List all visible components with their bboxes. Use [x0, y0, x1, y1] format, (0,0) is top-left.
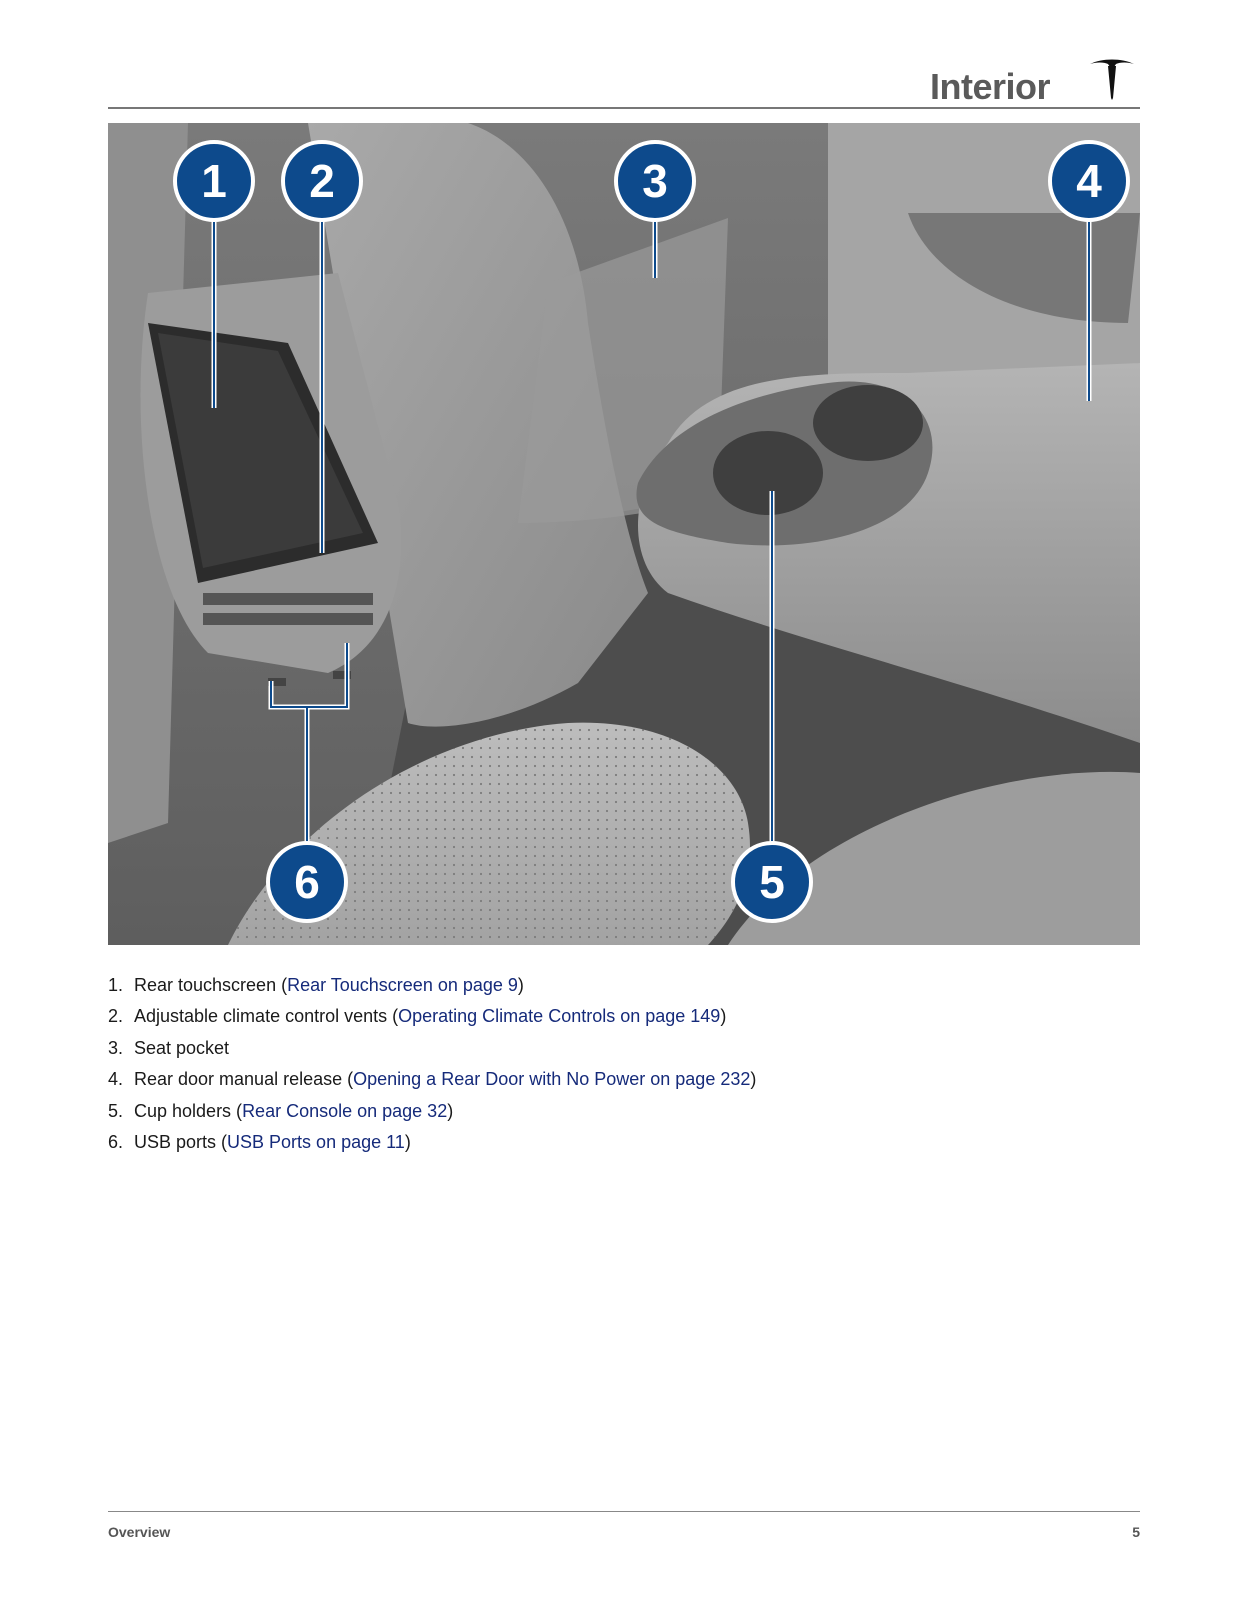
callout-4-label: 4	[1076, 155, 1102, 207]
list-item	[108, 1064, 756, 1095]
item-after: )	[750, 1069, 757, 1090]
list-item	[108, 970, 756, 1001]
header-rule	[108, 107, 1140, 109]
item-link-rear-console[interactable]: Rear Console on page 32	[242, 1100, 448, 1121]
list-item	[108, 1033, 756, 1064]
item-number: 3.	[108, 1037, 124, 1058]
callout-6	[268, 843, 346, 921]
callout-3-label: 3	[642, 155, 668, 207]
page-number: 5	[1132, 1524, 1140, 1540]
item-text: Cup holders (	[134, 1100, 243, 1121]
item-number: 5.	[108, 1100, 124, 1121]
callout-5-label: 5	[759, 856, 785, 908]
page-title: Interior	[929, 66, 1050, 107]
list-item	[108, 1127, 756, 1158]
item-after: )	[447, 1100, 454, 1121]
footer-rule	[108, 1511, 1140, 1512]
tesla-logo	[1088, 56, 1136, 104]
item-text: Rear door manual release (	[134, 1069, 354, 1090]
list-item	[108, 1001, 756, 1032]
callout-2-label: 2	[309, 155, 335, 207]
callout-6-label: 6	[294, 856, 320, 908]
item-link-rear-touchscreen[interactable]: Rear Touchscreen on page 9	[287, 975, 518, 995]
footer-section: Overview	[108, 1524, 171, 1540]
callout-4	[1050, 142, 1128, 220]
legend-list	[108, 970, 756, 1158]
item-after: )	[404, 1132, 411, 1153]
list-item	[108, 1096, 756, 1127]
item-number: 6.	[108, 1132, 124, 1153]
item-after: )	[517, 975, 524, 995]
item-number: 2.	[108, 1006, 124, 1027]
item-text: Rear touchscreen (	[134, 975, 288, 995]
callout-2	[283, 142, 361, 220]
item-text: Seat pocket	[134, 1037, 230, 1058]
item-link-rear-door[interactable]: Opening a Rear Door with No Power on page 232	[353, 1069, 751, 1090]
item-after: )	[720, 1006, 727, 1027]
item-number: 4.	[108, 1069, 124, 1090]
item-link-climate-controls[interactable]: Operating Climate Controls on page 149	[398, 1006, 721, 1027]
interior-photo	[108, 123, 1140, 945]
item-text: USB ports (	[134, 1132, 228, 1153]
item-text: Adjustable climate control vents (	[134, 1006, 399, 1027]
item-link-usb-ports[interactable]: USB Ports on page 11	[227, 1132, 405, 1153]
callout-5	[733, 843, 811, 921]
item-number: 1.	[108, 975, 124, 995]
callout-1	[175, 142, 253, 220]
callout-3	[616, 142, 694, 220]
callout-1-label: 1	[201, 155, 227, 207]
